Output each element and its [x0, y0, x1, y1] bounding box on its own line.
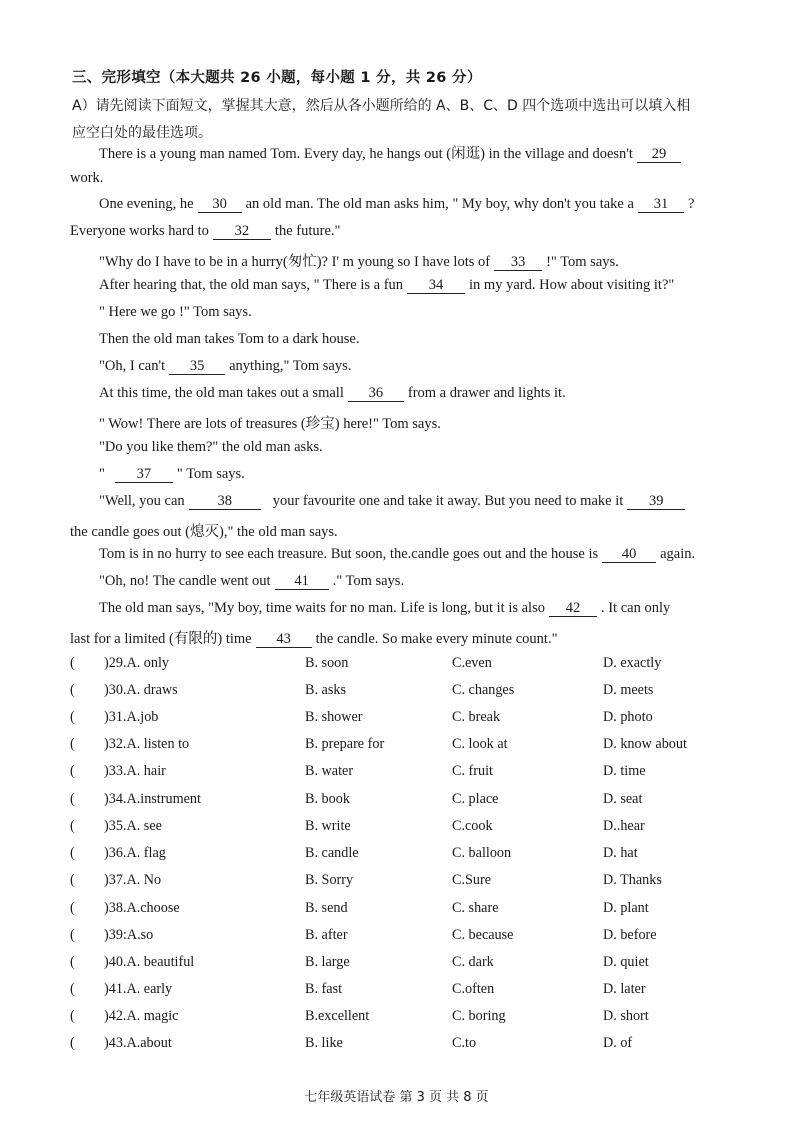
passage-text: ? — [687, 196, 695, 212]
option-d: D. photo — [603, 709, 653, 725]
answer-paren[interactable]: ( — [70, 1035, 75, 1051]
passage-text: anything," Tom says. — [229, 358, 352, 374]
blank-40[interactable]: 40 — [602, 547, 656, 563]
option-b: B. like — [305, 1035, 343, 1051]
passage-text: Everyone works hard to — [70, 223, 209, 239]
passage-line — [99, 546, 695, 563]
passage-line — [99, 493, 689, 510]
passage-text: "Why do I have to be in a hurry(匆忙)? I' m young so I have lots of — [99, 254, 491, 270]
passage-line — [99, 250, 619, 271]
option-b: B. send — [305, 900, 348, 916]
passage-text: from a drawer and lights it. — [407, 385, 566, 401]
answer-paren[interactable]: ( — [70, 818, 75, 834]
passage-line — [99, 573, 404, 590]
option-c: C. dark — [452, 954, 494, 970]
option-c: C. boring — [452, 1008, 506, 1024]
option-c: C. share — [452, 900, 499, 916]
option-a: )30.A. draws — [104, 682, 178, 698]
answer-paren[interactable]: ( — [70, 709, 75, 725]
answer-paren[interactable]: ( — [70, 682, 75, 698]
option-a: )37.A. No — [104, 872, 162, 888]
passage-line — [99, 331, 359, 348]
option-b: B. Sorry — [305, 872, 354, 888]
passage-text: After hearing that, the old man says, " There is a fun — [99, 277, 404, 293]
option-a: )34.A.instrument — [104, 791, 201, 807]
option-a: )35.A. see — [104, 818, 162, 834]
passage-line — [99, 466, 245, 483]
blank-42[interactable]: 42 — [549, 601, 597, 617]
passage-text: in my yard. How about visiting it?" — [469, 277, 675, 293]
option-b: B.excellent — [305, 1008, 370, 1024]
passage-text: ." Tom says. — [332, 573, 405, 589]
option-d: D. know about — [603, 736, 687, 752]
option-d: D. meets — [603, 682, 654, 698]
option-d: D. Thanks — [603, 872, 662, 888]
blank-36[interactable]: 36 — [348, 386, 404, 402]
option-b: B. large — [305, 954, 350, 970]
option-a: )36.A. flag — [104, 845, 166, 861]
option-c: C. because — [452, 927, 514, 943]
option-d: D. of — [603, 1035, 633, 1051]
option-d: D. quiet — [603, 954, 649, 970]
passage-text: There is a young man named Tom. Every day, he hangs out (闲逛) in the village and doesn't — [99, 146, 633, 162]
option-d: D. later — [603, 981, 646, 997]
blank-38[interactable]: 38 — [189, 494, 261, 510]
blank-43[interactable]: 43 — [256, 632, 312, 648]
option-d: D. exactly — [603, 655, 662, 671]
option-b: B. water — [305, 763, 354, 779]
option-c: C. changes — [452, 682, 515, 698]
passage-text: the candle. So make every minute count." — [315, 631, 558, 647]
option-b: B. after — [305, 927, 348, 943]
passage-line — [99, 304, 252, 321]
option-d: D. plant — [603, 900, 649, 916]
option-b: B. asks — [305, 682, 346, 698]
answer-paren[interactable]: ( — [70, 791, 75, 807]
passage-line — [70, 627, 558, 648]
passage-text: the future." — [274, 223, 341, 239]
passage-text: again. — [660, 546, 696, 562]
passage-text: At this time, the old man takes out a small — [99, 385, 344, 401]
option-c: C.Sure — [452, 872, 492, 888]
option-b: B. prepare for — [305, 736, 385, 752]
answer-paren[interactable]: ( — [70, 872, 75, 888]
option-d: D. hat — [603, 845, 638, 861]
option-d: D. seat — [603, 791, 643, 807]
option-a: )32.A. listen to — [104, 736, 190, 752]
option-a: )33.A. hair — [104, 763, 166, 779]
passage-text: the candle goes out (熄灭)," the old man says. — [70, 524, 338, 540]
passage-text: "Do you like them?" the old man asks. — [99, 439, 323, 455]
instructions-line-2: 应空白处的最佳选项。 — [72, 125, 212, 141]
option-b: B. fast — [305, 981, 343, 997]
option-b: B. shower — [305, 709, 363, 725]
option-d: D. time — [603, 763, 646, 779]
option-a: )38.A.choose — [104, 900, 180, 916]
page-footer: 七年级英语试卷 第 3 页 共 8 页 — [304, 1090, 489, 1105]
passage-text: last for a limited (有限的) time — [70, 631, 252, 647]
option-c: C. look at — [452, 736, 508, 752]
passage-line — [70, 223, 340, 240]
blank-29[interactable]: 29 — [637, 147, 681, 163]
option-c: C. balloon — [452, 845, 512, 861]
passage-line — [99, 600, 670, 617]
option-b: B. book — [305, 791, 350, 807]
passage-text: " Tom says. — [176, 466, 245, 482]
option-c: C.often — [452, 981, 495, 997]
passage-text: !" Tom says. — [546, 254, 619, 270]
passage-text: One evening, he — [99, 196, 194, 212]
blank-37[interactable]: 37 — [115, 467, 173, 483]
option-a: )41.A. early — [104, 981, 173, 997]
section-heading: 三、完形填空（本大题共 26 小题，每小题 1 分，共 26 分） — [72, 70, 482, 86]
passage-line — [99, 385, 566, 402]
passage-text: "Oh, no! The candle went out — [99, 573, 271, 589]
option-c: C.to — [452, 1035, 477, 1051]
answer-paren[interactable]: ( — [70, 900, 75, 916]
option-c: C.cook — [452, 818, 493, 834]
option-d: D. before — [603, 927, 657, 943]
answer-paren[interactable]: ( — [70, 1008, 75, 1024]
blank-30[interactable]: 30 — [198, 197, 242, 213]
option-d: D..hear — [603, 818, 645, 834]
blank-34[interactable]: 34 — [407, 278, 465, 294]
passage-text: an old man. The old man asks him, " My boy, why don't you take a — [245, 196, 634, 212]
blank-39[interactable]: 39 — [627, 494, 685, 510]
passage-text: " Here we go !" Tom says. — [99, 304, 252, 320]
answer-paren[interactable]: ( — [70, 655, 75, 671]
answer-paren[interactable]: ( — [70, 845, 75, 861]
passage-text: your favourite one and take it away. But you need to make it — [272, 493, 624, 509]
passage-text: Then the old man takes Tom to a dark house. — [99, 331, 360, 347]
option-c: C.even — [452, 655, 492, 671]
passage-text: . It can only — [600, 600, 671, 616]
answer-paren[interactable]: ( — [70, 927, 75, 943]
passage-line — [99, 196, 694, 213]
passage-text: Tom is in no hurry to see each treasure. But soon, the.candle goes out and the house is — [99, 546, 599, 562]
option-a: )42.A. magic — [104, 1008, 179, 1024]
passage-line — [70, 170, 103, 187]
passage-line — [99, 439, 323, 456]
option-b: B. soon — [305, 655, 349, 671]
option-b: B. write — [305, 818, 351, 834]
passage-line — [99, 142, 685, 163]
passage-text: " Wow! There are lots of treasures (珍宝) here!" Tom says. — [99, 416, 441, 432]
option-a: )40.A. beautiful — [104, 954, 195, 970]
option-c: C. break — [452, 709, 501, 725]
option-c: C. place — [452, 791, 499, 807]
blank-41[interactable]: 41 — [275, 574, 329, 590]
answer-paren[interactable]: ( — [70, 981, 75, 997]
passage-text: work. — [70, 170, 104, 186]
option-b: B. candle — [305, 845, 359, 861]
passage-line — [99, 277, 674, 294]
answer-paren[interactable]: ( — [70, 954, 75, 970]
passage-text: "Well, you can — [99, 493, 185, 509]
passage-line — [99, 412, 441, 433]
passage-text: " — [99, 466, 105, 482]
blank-31[interactable]: 31 — [638, 197, 684, 213]
passage-line — [99, 358, 351, 375]
passage-text: The old man says, "My boy, time waits for no man. Life is long, but it is also — [99, 600, 545, 616]
answer-paren[interactable]: ( — [70, 763, 75, 779]
answer-paren[interactable]: ( — [70, 736, 75, 752]
blank-32[interactable]: 32 — [213, 224, 271, 240]
passage-text: "Oh, I can't — [99, 358, 166, 374]
option-a: )31.A.job — [104, 709, 159, 725]
blank-35[interactable]: 35 — [169, 359, 225, 375]
blank-33[interactable]: 33 — [494, 255, 542, 271]
option-a: )39:A.so — [104, 927, 154, 943]
passage-line — [70, 520, 338, 541]
option-d: D. short — [603, 1008, 649, 1024]
option-c: C. fruit — [452, 763, 493, 779]
instructions-line-1: A）请先阅读下面短文，掌握其大意，然后从各小题所给的 A、B、C、D 四个选项中选出可以填入相 — [72, 98, 691, 114]
option-a: )29.A. only — [104, 655, 170, 671]
option-a: )43.A.about — [104, 1035, 172, 1051]
